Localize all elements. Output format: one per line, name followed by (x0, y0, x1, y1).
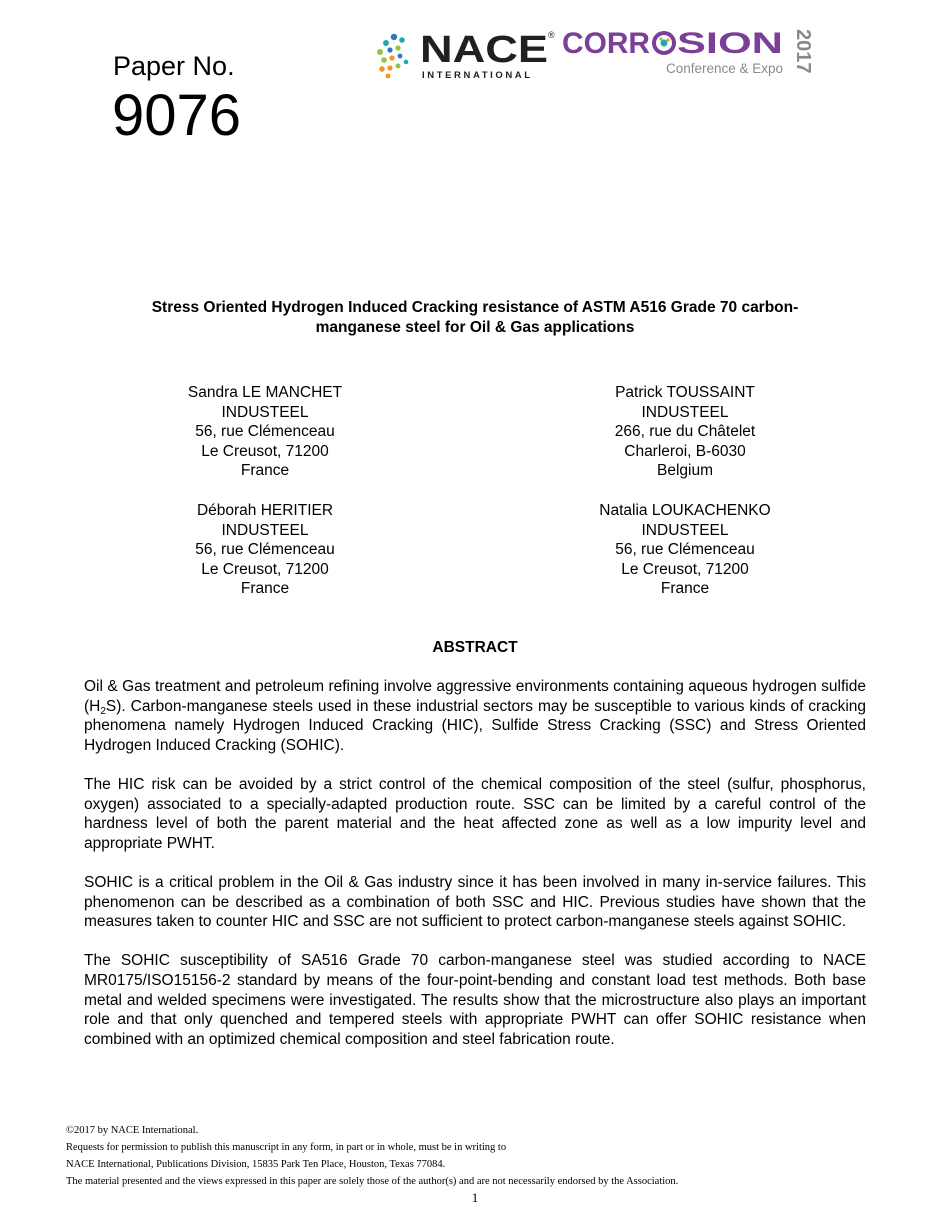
author-block (535, 501, 835, 599)
paper-title (95, 298, 855, 338)
footer-copyright: ©2017 by NACE International. (66, 1125, 199, 1136)
author-city: Le Creusot, 71200 (201, 442, 329, 460)
nace-logo-subtext: INTERNATIONAL (422, 70, 533, 81)
abstract-paragraph-4: The SOHIC susceptibility of SA516 Grade 70 carbon-manganese steel was studied according to NACE MR0175/ISO15156-2 standard by means of the four-point-bending and constant load test methods. Both base metal and welded specimens were investigated. The results show that the microstructure also plays an important role and that only quenched and tempered steels with appropriate PWHT can offer SOHIC resistance when combined with an optimized chemical composition and steel fabrication route. (84, 952, 866, 1048)
author-name: Sandra LE MANCHET (187, 384, 343, 401)
author-street: 56, rue Clémenceau (195, 423, 335, 441)
author-block (115, 383, 415, 481)
corrosion-gear-icon (652, 31, 676, 55)
paper-title-line2: manganese steel for Oil & Gas applications (315, 319, 635, 336)
corrosion-logo-text-part1: CORR (562, 27, 651, 60)
author-street: 56, rue Clémenceau (195, 541, 335, 559)
author-street: 266, rue du Châtelet (614, 423, 756, 441)
footer-address: NACE International, Publications Division, 15835 Park Ten Place, Houston, Texas 77084. (66, 1159, 446, 1170)
author-name: Patrick TOUSSAINT (615, 384, 755, 401)
abstract-p1-text-a: Oil & Gas treatment and petroleum refining involve aggressive environments containing aqueous hydrogen sulfide (H (84, 678, 866, 715)
nace-logo-text: NACE (420, 29, 548, 71)
copyright-footer (66, 1122, 886, 1190)
corrosion-logo-text-part2: SION (677, 27, 783, 60)
nace-globe-icon (377, 34, 408, 79)
author-city: Le Creusot, 71200 (621, 560, 749, 578)
paper-number: 9076 (112, 83, 242, 148)
page-number: 1 (471, 1190, 479, 1205)
abstract-p1-text-b: S). Carbon-manganese steels used in these industrial sectors may be susceptible to various kinds of cracking phenomena namely Hydrogen Induced Cracking (HIC), Sulfide Stress Cracking (SSC) and Stress Oriented Hydrogen Induced Cracking (SOHIC). (84, 697, 866, 754)
author-organization: INDUSTEEL (221, 521, 309, 539)
author-city: Charleroi, B-6030 (624, 442, 746, 460)
abstract-p1-subscript: 2 (100, 705, 106, 717)
footer-disclaimer: The material presented and the views expressed in this paper are solely those of the author(s) and are not necessarily endorsed by the Association. (66, 1176, 679, 1187)
abstract-body (84, 677, 866, 1069)
nace-international-logo (370, 28, 555, 82)
nace-registered-mark: ® (548, 30, 555, 40)
paper-label: Paper No. (113, 51, 235, 81)
author-city: Le Creusot, 71200 (201, 560, 329, 578)
abstract-paragraph-3: SOHIC is a critical problem in the Oil & Gas industry since it has been involved in many in-service failures. This phenomenon can be described as a combination of both SSC and HIC. Previous studies have shown that the measures taken to counter HIC and SSC are not sufficient to protect carbon-manganese steels against SOHIC. (84, 873, 866, 931)
author-country: France (240, 462, 290, 480)
paper-title-line1: Stress Oriented Hydrogen Induced Cracking resistance of ASTM A516 Grade 70 carbon- (151, 299, 799, 316)
footer-permission: Requests for permission to publish this manuscript in any form, in part or in whole, must be in writing to (66, 1142, 507, 1153)
author-country: France (240, 580, 290, 598)
author-street: 56, rue Clémenceau (615, 541, 755, 559)
author-organization: INDUSTEEL (641, 521, 729, 539)
author-organization: INDUSTEEL (641, 403, 729, 421)
corrosion-logo-subtext: Conference & Expo (666, 61, 784, 76)
author-name: Déborah HERITIER (196, 502, 334, 519)
author-country: France (660, 580, 710, 598)
corrosion-2017-logo (560, 25, 822, 83)
author-name: Natalia LOUKACHENKO (599, 502, 771, 519)
abstract-paragraph-2: The HIC risk can be avoided by a strict control of the chemical composition of the steel (sulfur, phosphorus, oxygen) associated to a specially-adapted production route. SSC can be limited by a careful control of the hardness level of both the parent material and the heat affected zone as well as a low impurity level and appropriate PWHT. (84, 775, 866, 852)
author-block (535, 383, 835, 481)
corrosion-logo-year: 2017 (792, 29, 814, 74)
author-block (115, 501, 415, 599)
abstract-paragraph-1 (84, 677, 866, 755)
author-country: Belgium (657, 462, 713, 480)
abstract-heading: ABSTRACT (432, 639, 518, 656)
author-organization: INDUSTEEL (221, 403, 309, 421)
